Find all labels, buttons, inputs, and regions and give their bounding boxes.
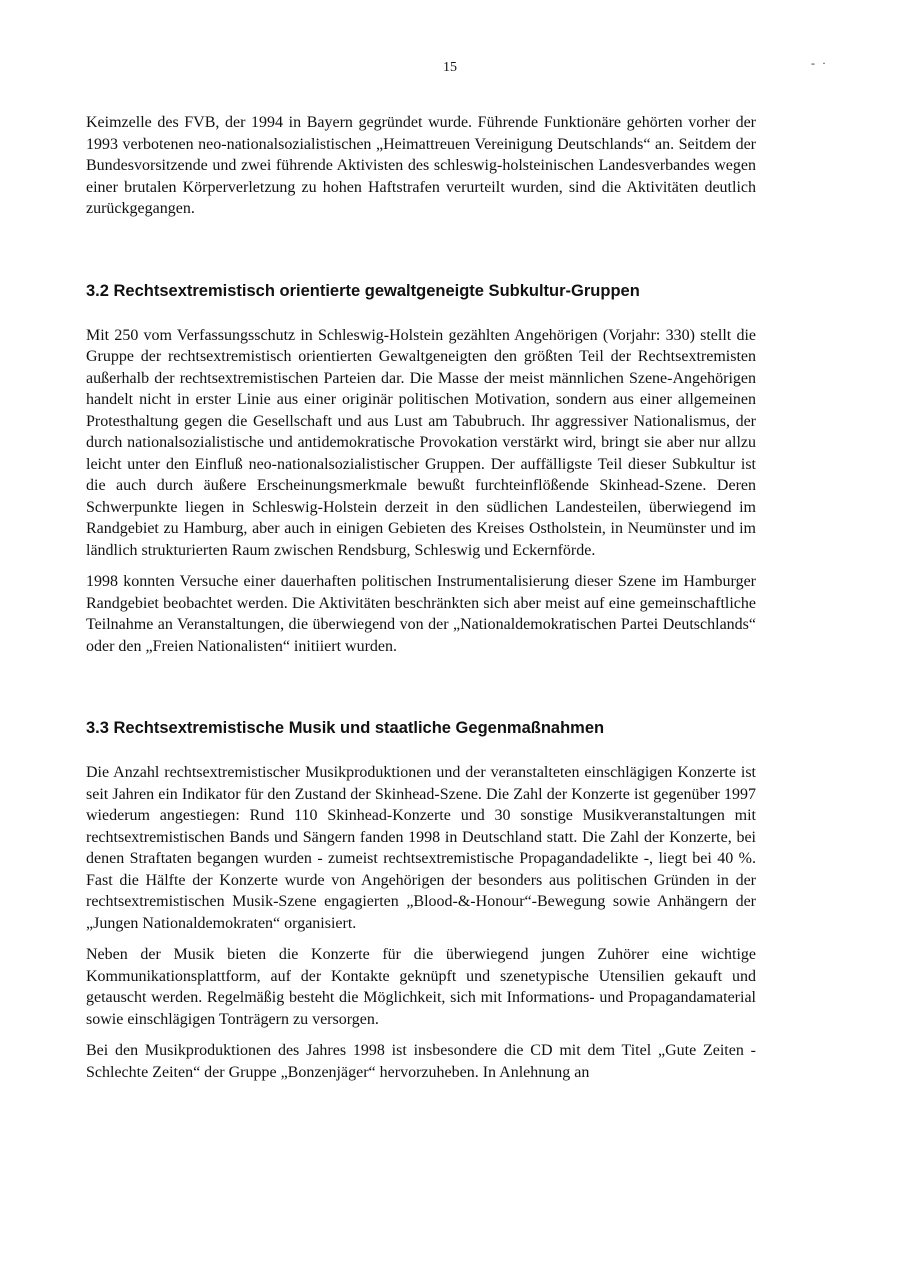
section-heading-3-3: 3.3 Rechtsextremistische Musik und staatliche Gegenmaßnahmen <box>86 719 605 737</box>
page-body <box>86 112 756 1083</box>
section-3-3-paragraph-3: Bei den Musikproduktionen des Jahres 1998 ist insbesondere die CD mit dem Titel „Gute Zeiten - Schlechte Zeiten“ der Gruppe „Bonzenjäger“ hervorzuheben. In Anlehnung an <box>86 1042 756 1081</box>
intro-paragraph: Keimzelle des FVB, der 1994 in Bayern gegründet wurde. Führende Funktionäre gehörten vorher der 1993 verbotenen neo-nationalsozialistischen „Heimattreuen Vereinigung Deutschlands“ an. Seitdem der Bundesvorsitzende und zwei führende Aktivisten des schleswig-holsteinischen Landesverbandes wegen einer brutalen Körperverletzung zu hohen Haftstrafen verurteilt wurden, sind die Aktivitäten deutlich zurückgegangen. <box>86 114 756 217</box>
page-number: 15 <box>443 60 457 75</box>
section-heading-3-2: 3.2 Rechtsextremistisch orientierte gewaltgeneigte Subkultur-Gruppen <box>86 281 640 300</box>
section-3-2-paragraph-2: 1998 konnten Versuche einer dauerhaften politischen Instrumentalisierung dieser Szene im Hamburger Randgebiet beobachtet werden. Die Aktivitäten beschränkten sich aber meist auf eine gemeinschaftliche Teilnahme an Veranstaltungen, die überwiegend von der „Nationaldemokratischen Partei Deutschlands“ oder den „Freien Nationalisten“ initiiert wurden. <box>86 573 756 655</box>
section-3-3-paragraph-2: Neben der Musik bieten die Konzerte für die überwiegend jungen Zuhörer eine wichtige Kommunikationsplattform, auf der Kontakte geknüpft und szenetypische Utensilien gekauft und getauscht werden. Regelmäßig besteht die Möglichkeit, sich mit Informations- und Propagandamaterial sowie einschlägigen Tonträgern zu versorgen. <box>86 946 756 1028</box>
section-3-3-paragraph-1: Die Anzahl rechtsextremistischer Musikproduktionen und der veranstalteten einschlägigen Konzerte ist seit Jahren ein Indikator für den Zustand der Skinhead-Szene. Die Zahl der Konzerte ist gegenüber 1997 wiederum angestiegen: Rund 110 Skinhead-Konzerte und 30 sonstige Musikveranstaltungen mit rechtsextremistischen Bands und Sängern fanden 1998 in Deutschland statt. Die Zahl der Konzerte, bei denen Straftaten begangen wurden - zumeist rechtsextremistische Propagandadelikte -, liegt bei 40 %. Fast die Hälfte der Konzerte wurde von Angehörigen der besonders aus politischen Gründen in der rechtsextremistischen Musik-Szene engagierten „Blood-&-Honour“-Bewegung sowie Anhängern der „Jungen Nationaldemokraten“ organisiert. <box>86 764 756 932</box>
corner-mark: - · <box>811 56 828 70</box>
section-3-2-paragraph-1: Mit 250 vom Verfassungsschutz in Schleswig-Holstein gezählten Angehörigen (Vorjahr: 330) stellt die Gruppe der rechtsextremistisch orientierten Gewaltgeneigten den größten Teil der Rechtsextremisten außerhalb der rechtsextremistischen Parteien dar. Die Masse der meist männlichen Szene-Angehörigen handelt nicht in erster Linie aus einer originär politischen Motivation, sondern aus einer allgemeinen Protesthaltung gegen die Gesellschaft und aus Lust am Tabubruch. Ihr aggressiver Nationalismus, der durch nationalsozialistische und antidemokratische Provokation verstärkt wird, bringt sie aber nur allzu leicht unter den Einfluß neo-nationalsozialistischer Gruppen. Der auffälligste Teil dieser Subkultur ist die auch durch äußere Erscheinungsmerkmale bewußt furchteinflößende Skinhead-Szene. Deren Schwerpunkte liegen in Schleswig-Holstein derzeit in den südlichen Landesteilen, überwiegend im Randgebiet zu Hamburg, aber auch in einigen Gebieten des Kreises Ostholstein, in Neumünster und im ländlich strukturierten Raum zwischen Rendsburg, Schleswig und Eckernförde. <box>86 326 756 559</box>
